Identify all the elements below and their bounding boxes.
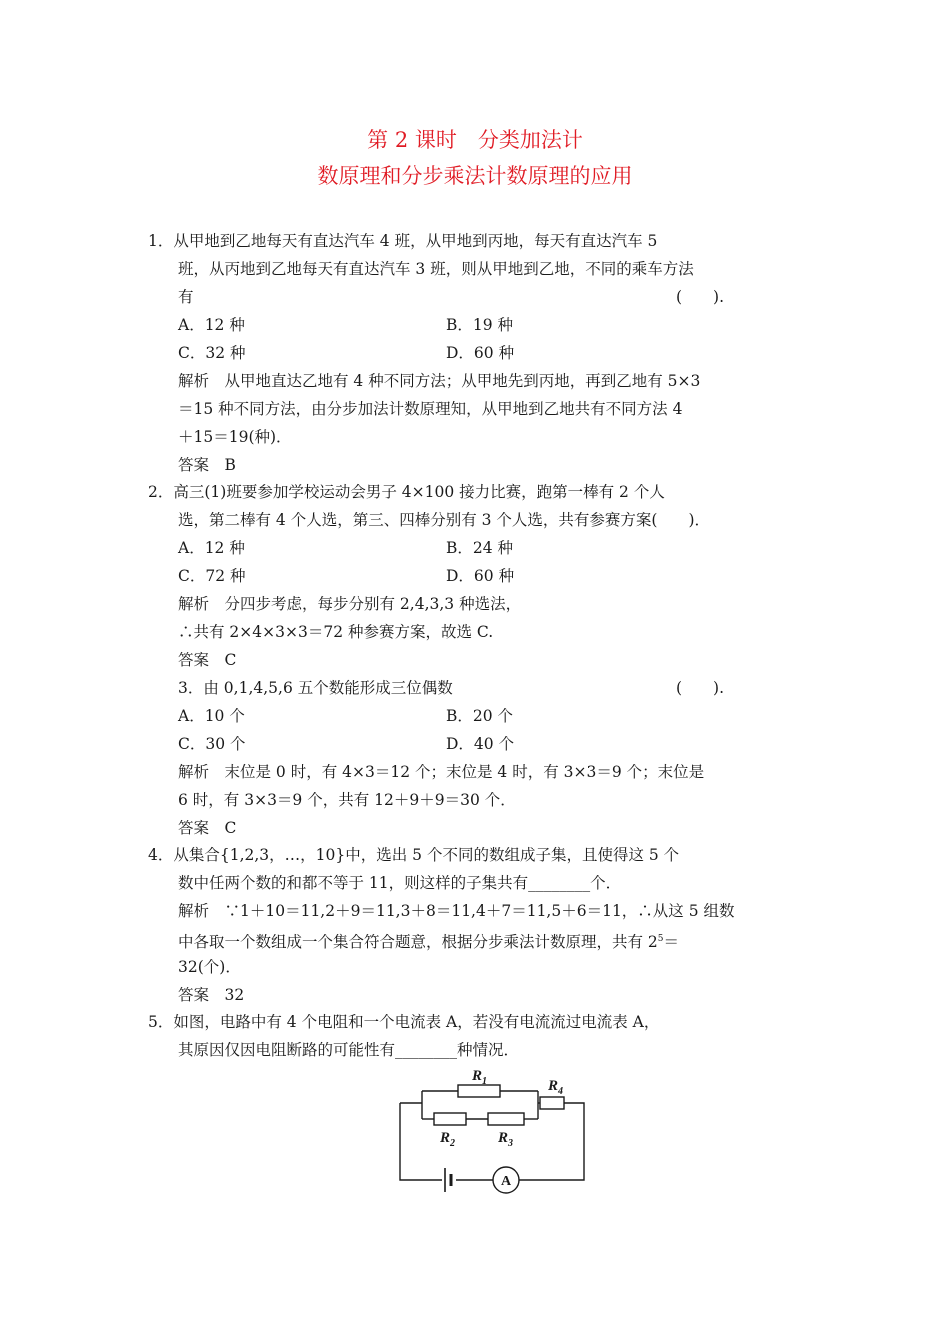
q4-line-2: 数中任两个数的和都不等于 11，则这样的子集共有________个． (178, 874, 622, 892)
q1-option-d: D．60 种 (446, 344, 515, 362)
wire-left-bottom (400, 1103, 442, 1180)
q3-answer: 答案 C (178, 819, 237, 837)
q2-line-1: 2．高三(1)班要参加学校运动会男子 4×100 接力比赛，跑第一棒有 2 个人 (148, 483, 665, 501)
q5-line-2: 其原因仅因电阻断路的可能性有________种情况． (178, 1041, 520, 1059)
q1-line-1: 1．从甲地到乙地每天有直达汽车 4 班，从甲地到丙地，每天有直达汽车 5 (148, 232, 658, 250)
q3-option-d: D．40 个 (446, 735, 515, 753)
q1-solution-2: ＝15 种不同方法，由分步加法计数原理知，从甲地到乙地共有不同方法 4 (178, 400, 683, 418)
q3-option-c: C．30 个 (178, 735, 246, 753)
q2-option-b: B．24 种 (446, 539, 514, 557)
label-r1: $R_1$ (472, 1068, 488, 1087)
q1-solution-1: 解析 从甲地直达乙地有 4 种不同方法；从甲地先到丙地，再到乙地有 5×3 (178, 372, 701, 390)
title-line-2: 数原理和分步乘法计数原理的应用 (317, 164, 633, 188)
resistor-r2 (434, 1113, 466, 1125)
q1-solution-3: ＋15＝19(种)． (178, 428, 292, 446)
q2-line-2: 选，第二棒有 4 个人选，第三、四棒分别有 3 个人选，共有参赛方案( )． (178, 511, 711, 529)
resistor-r4 (540, 1097, 564, 1109)
q1-option-a: A．12 种 (178, 316, 245, 334)
circuit-diagram (388, 1062, 598, 1200)
q3-answer-blank: ( ). (676, 679, 725, 697)
title-line-1: 第 2 课时 分类加法计 (367, 128, 583, 152)
q4-solution-2 (178, 929, 679, 952)
resistor-r3 (488, 1113, 524, 1125)
q2-answer: 答案 C (178, 651, 237, 669)
q1-line-2: 班，从丙地到乙地每天有直达汽车 3 班，则从甲地到乙地，不同的乘车方法 (178, 260, 694, 278)
q1-line-3: 有 (178, 288, 194, 306)
ammeter-label: A (500, 1174, 512, 1189)
q5-line-1: 5．如图，电路中有 4 个电阻和一个电流表 A，若没有电流流过电流表 A， (148, 1013, 660, 1031)
q4-solution-2-end: ＝ (663, 933, 680, 951)
q4-solution-2-text: 中各取一个数组成一个集合符合题意，根据分步乘法计数原理，共有 2 (178, 933, 658, 951)
q1-option-c: C．32 种 (178, 344, 246, 362)
q4-solution-3: 32(个)． (178, 958, 241, 976)
wire-right (519, 1103, 584, 1180)
q2-option-c: C．72 种 (178, 567, 246, 585)
resistor-r1 (458, 1085, 500, 1097)
q3-option-a: A．10 个 (178, 707, 245, 725)
q2-option-a: A．12 种 (178, 539, 245, 557)
q3-option-b: B．20 个 (446, 707, 514, 725)
label-r3: $R_3$ (498, 1130, 514, 1149)
q1-answer: 答案 B (178, 456, 236, 474)
q4-answer: 答案 32 (178, 986, 245, 1004)
q1-answer-blank: ( ). (676, 288, 725, 306)
q3-line-1: 3．由 0,1,4,5,6 五个数能形成三位偶数 (178, 679, 453, 697)
q2-solution-2: ∴共有 2×4×3×3＝72 种参赛方案，故选 C. (178, 623, 494, 641)
label-r4: $R_4$ (548, 1078, 564, 1097)
q4-exponent: 5 (657, 934, 664, 944)
q3-solution-1: 解析 末位是 0 时，有 4×3＝12 个；末位是 4 时，有 3×3＝9 个；末位是 (178, 763, 705, 781)
q1-option-b: B．19 种 (446, 316, 514, 334)
q4-line-1: 4．从集合{1,2,3，…，10}中，选出 5 个不同的数组成子集，且使得这 5 个 (148, 846, 680, 864)
q4-solution-1: 解析 ∵1＋10＝11,2＋9＝11,3＋8＝11,4＋7＝11,5＋6＝11，∴从这 5 组数 (178, 902, 735, 920)
q3-solution-2: 6 时，有 3×3＝9 个，共有 12＋9＋9＝30 个． (178, 791, 516, 809)
q2-solution-1: 解析 分四步考虑，每步分别有 2,4,3,3 种选法， (178, 595, 522, 613)
q2-option-d: D．60 种 (446, 567, 515, 585)
label-r2: $R_2$ (440, 1130, 456, 1149)
